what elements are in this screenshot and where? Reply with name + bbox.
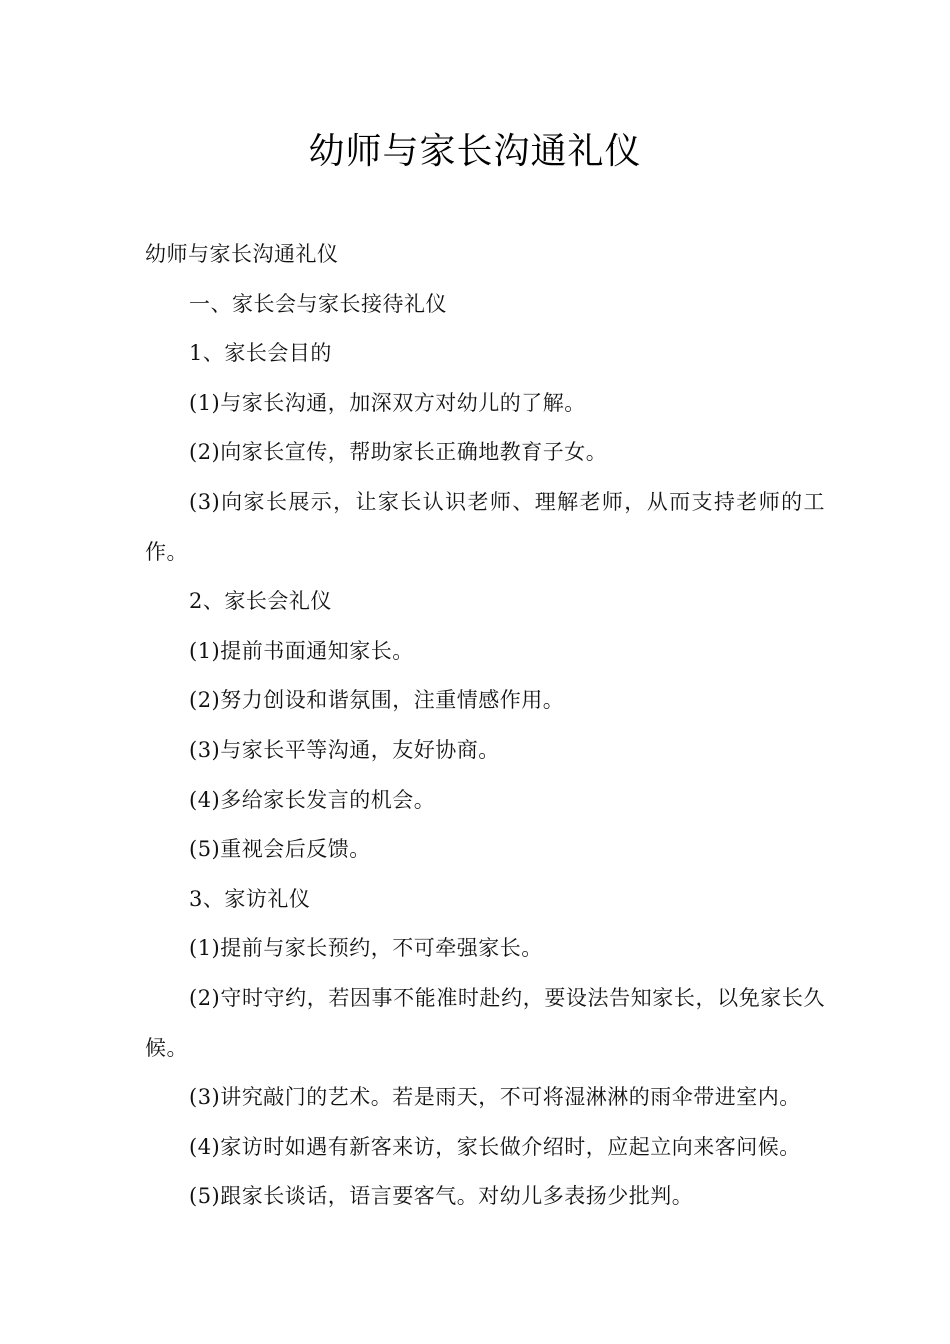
- list-item: (1)与家长沟通，加深双方对幼儿的了解。: [189, 390, 586, 415]
- list-item: (3)讲究敲门的艺术。若是雨天，不可将湿淋淋的雨伞带进室内。: [189, 1085, 801, 1110]
- subtitle-paragraph: 幼师与家长沟通礼仪: [145, 242, 339, 266]
- list-item: (3)向家长展示，让家长认识老师、理解老师，从而支持老师的工作。: [145, 489, 825, 564]
- list-item: (4)多给家长发言的机会。: [189, 787, 436, 812]
- list-item: (2)守时守约，若因事不能准时赴约，要设法告知家长，以免家长久候。: [145, 985, 825, 1060]
- list-item: (2)向家长宣传，帮助家长正确地教育子女。: [189, 440, 608, 465]
- subsection-heading: 3、家访礼仪: [189, 886, 311, 911]
- list-item: (5)重视会后反馈。: [189, 837, 371, 862]
- subsection-heading: 1、家长会目的: [189, 341, 332, 366]
- list-item: (1)提前书面通知家长。: [189, 638, 414, 663]
- list-item: (1)提前与家长预约，不可牵强家长。: [189, 936, 543, 961]
- subsection-heading: 2、家长会礼仪: [189, 589, 332, 614]
- document-title: 幼师与家长沟通礼仪: [308, 131, 642, 172]
- section-heading: 一、家长会与家长接待礼仪: [189, 291, 447, 316]
- list-item: (5)跟家长谈话，语言要客气。对幼儿多表扬少批判。: [189, 1184, 694, 1209]
- list-item: (2)努力创设和谐氛围，注重情感作用。: [189, 688, 565, 713]
- list-item: (4)家访时如遇有新客来访，家长做介绍时，应起立向来客问候。: [189, 1134, 801, 1159]
- document-body: [145, 230, 825, 1222]
- list-item: (3)与家长平等沟通，友好协商。: [189, 737, 500, 762]
